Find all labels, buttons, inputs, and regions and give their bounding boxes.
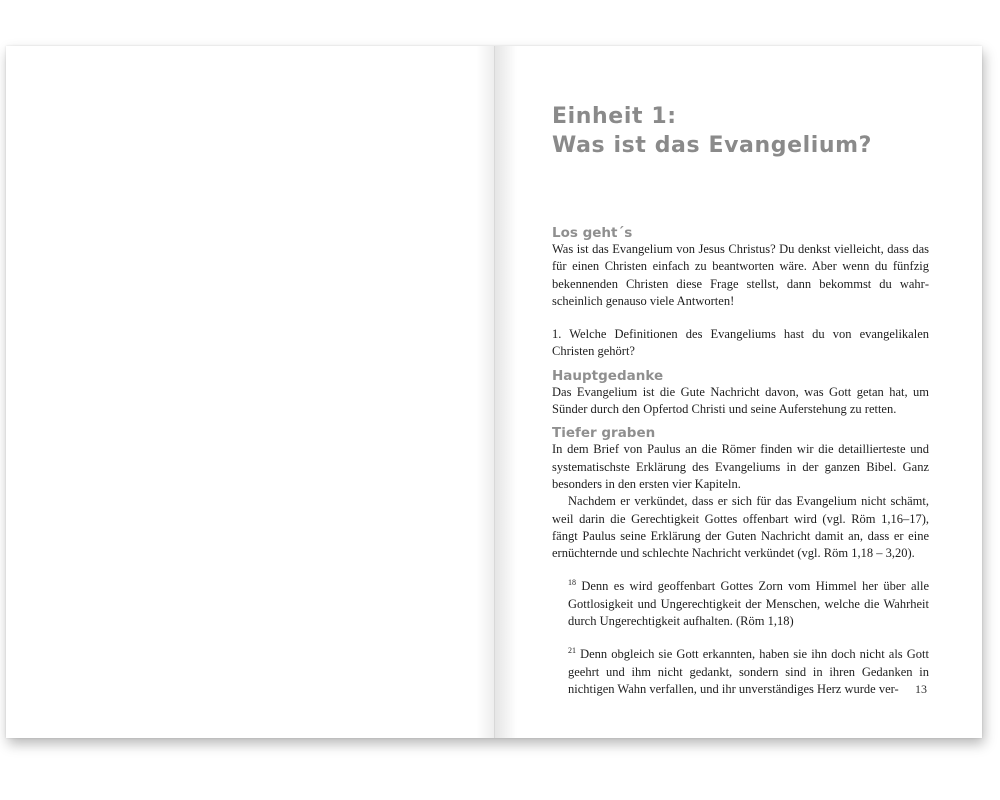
intro-paragraph: Was ist das Evangelium von Jesus Christus? Du denkst vielleicht, dass das für einen Christen einfach zu beantworten wäre. Aber wenn du fünfzig bekennenden Christen diese Frage stellst, dann bekommst du wahrscheinlich genauso viele Antworten! (552, 242, 929, 308)
verse-number: 18 (568, 578, 576, 588)
dig-deeper-paragraph-2: Nachdem er verkündet, dass er sich für das Evangelium nicht schämt, weil darin die Gerechtigkeit Gottes offenbart wird (vgl. Röm 1,16–17), fängt Paulus seine Erklärung der Guten Nachricht damit an, dass er eine ernüchternde und schlechte Nachricht verkündet (vgl. Röm 1,18 – 3,20). (552, 494, 929, 561)
page-content (552, 102, 929, 714)
chapter-title-line2: Was ist das Evangelium? (552, 133, 873, 158)
section-heading-los-gehts: Los geht´s (552, 225, 633, 241)
right-page (495, 46, 982, 738)
chapter-title (552, 102, 929, 160)
chapter-title-line1: Einheit 1: (552, 104, 677, 129)
quote-text: Denn es wird geoffenbart Gottes Zorn vom Himmel her über alle Gottlosigkeit und Ungerechtigkeit der Menschen, welche die Wahrheit durch Ungerechtigkeit aufhalten. (Röm 1,18) (568, 579, 929, 629)
section-heading-tiefer-graben: Tiefer graben (552, 425, 656, 442)
left-page (6, 46, 495, 738)
right-page-gutter-shadow (495, 46, 517, 738)
main-idea-paragraph: Das Evangelium ist die Gute Nachricht davon, was Gott getan hat, um Sünder durch den Opfertod Christi und seine Auferstehung zu retten. (552, 384, 929, 417)
book-spread (6, 46, 982, 738)
verse-number: 21 (568, 646, 576, 656)
quote-text: Denn obgleich sie Gott erkannten, haben sie ihn doch nicht als Gott geehrt und ihm nicht gedankt, sondern sind in ihren Gedanken in nichtigen Wahn verfallen, und ihr unverständiges Herz wurde ver- (568, 647, 929, 696)
question-1: 1. Welche Definitionen des Evangeliums hast du von evangelikalen Christen gehört? (552, 327, 929, 359)
section-heading-hauptgedanke: Hauptgedanke (552, 367, 664, 384)
dig-deeper-paragraph-1: In dem Brief von Paulus an die Römer finden wir die detaillierteste und systematischste Erklärung des Evangeliums in der ganzen Bibel. Ganz besonders in den ersten vier Kapiteln. (552, 442, 929, 491)
page-number: 13 (915, 682, 927, 696)
left-page-gutter-shadow (476, 46, 494, 738)
bible-quote-roem-1-18 (568, 578, 929, 630)
bible-quote-roem-1-21 (568, 646, 929, 698)
